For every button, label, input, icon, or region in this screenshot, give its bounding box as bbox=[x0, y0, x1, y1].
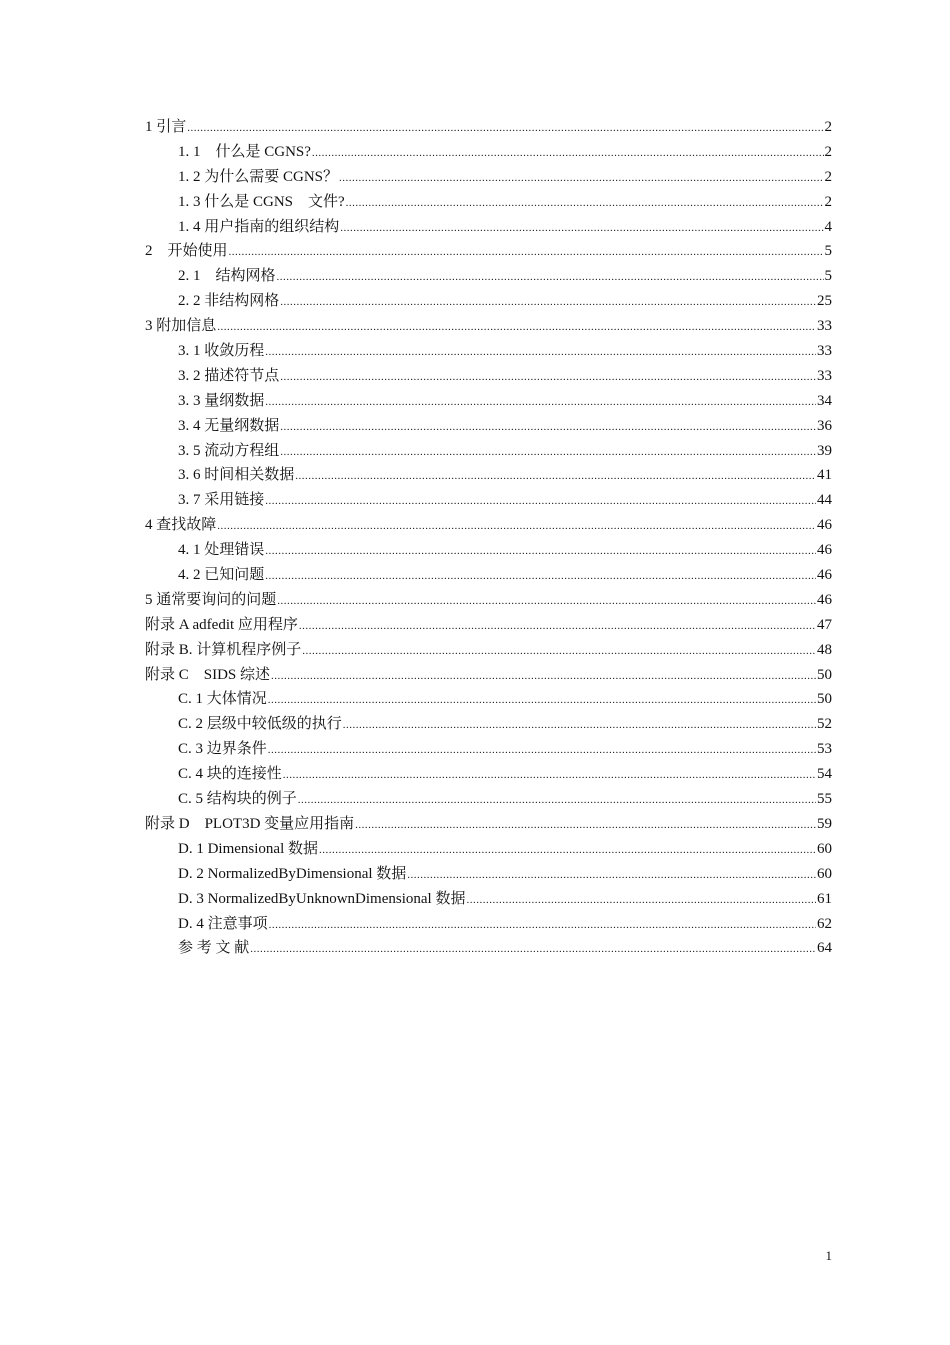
toc-entry[interactable] bbox=[145, 314, 832, 339]
dot-leader bbox=[271, 664, 816, 689]
toc-entry-page: 4 bbox=[824, 218, 832, 235]
toc-entry[interactable] bbox=[145, 115, 832, 140]
toc-entry-title: 1. 1 什么是 CGNS? bbox=[178, 143, 311, 160]
toc-entry[interactable] bbox=[145, 289, 832, 314]
toc-entry[interactable] bbox=[145, 364, 832, 389]
toc-entry-title: 4. 2 已知问题 bbox=[178, 567, 265, 584]
toc-entry-title: D. 1 Dimensional 数据 bbox=[178, 840, 318, 857]
toc-entry[interactable] bbox=[145, 538, 832, 563]
toc-entry-page: 53 bbox=[817, 741, 832, 758]
toc-entry-page: 52 bbox=[817, 716, 832, 733]
dot-leader bbox=[355, 813, 816, 838]
dot-leader bbox=[299, 614, 816, 639]
toc-entry-title: C. 5 结构块的例子 bbox=[178, 791, 297, 808]
toc-entry-page: 54 bbox=[817, 766, 832, 783]
dot-leader bbox=[407, 863, 816, 888]
toc-entry-page: 46 bbox=[817, 542, 832, 559]
dot-leader bbox=[302, 639, 816, 664]
toc-entry-title: 3. 5 流动方程组 bbox=[178, 442, 280, 459]
toc-entry-title: 3. 6 时间相关数据 bbox=[178, 467, 295, 484]
dot-leader bbox=[250, 937, 816, 962]
toc-entry-title: D. 2 NormalizedByDimensional 数据 bbox=[178, 865, 407, 882]
dot-leader bbox=[343, 713, 816, 738]
dot-leader bbox=[319, 838, 816, 863]
dot-leader bbox=[340, 216, 823, 241]
toc-entry-page: 46 bbox=[817, 517, 832, 534]
dot-leader bbox=[339, 166, 823, 191]
toc-entry-title: 3 附加信息 bbox=[145, 318, 217, 335]
toc-entry[interactable] bbox=[145, 613, 832, 638]
toc-entry-title: 3. 4 无量纲数据 bbox=[178, 417, 280, 434]
toc-entry-page: 62 bbox=[817, 915, 832, 932]
dot-leader bbox=[217, 315, 816, 340]
toc-entry-page: 61 bbox=[817, 890, 832, 907]
toc-entry-page: 33 bbox=[817, 367, 832, 384]
toc-entry[interactable] bbox=[145, 165, 832, 190]
dot-leader bbox=[280, 365, 816, 390]
toc-entry-title: 3. 7 采用链接 bbox=[178, 492, 265, 509]
page-number: 1 bbox=[825, 1248, 832, 1263]
toc-entry-page: 41 bbox=[817, 467, 832, 484]
toc-entry-title: 附录 B. 计算机程序例子 bbox=[145, 641, 302, 658]
toc-entry[interactable] bbox=[145, 439, 832, 464]
dot-leader bbox=[229, 240, 824, 265]
toc-entry[interactable] bbox=[145, 488, 832, 513]
toc-entry-page: 2 bbox=[824, 143, 832, 160]
dot-leader bbox=[277, 589, 816, 614]
toc-entry-page: 5 bbox=[824, 243, 832, 260]
toc-entry[interactable] bbox=[145, 837, 832, 862]
toc-entry-title: 2. 1 结构网格 bbox=[178, 268, 276, 285]
dot-leader bbox=[268, 738, 816, 763]
toc-entry-title: D. 3 NormalizedByUnknownDimensional 数据 bbox=[178, 890, 466, 907]
toc-entry-page: 50 bbox=[817, 691, 832, 708]
toc-entry-title: 4. 1 处理错误 bbox=[178, 542, 265, 559]
toc-entry-page: 2 bbox=[824, 168, 832, 185]
toc-entry[interactable] bbox=[145, 663, 832, 688]
toc-entry-title: C. 1 大体情况 bbox=[178, 691, 267, 708]
toc-entry[interactable] bbox=[145, 239, 832, 264]
dot-leader bbox=[187, 116, 823, 141]
dot-leader bbox=[346, 191, 824, 216]
toc-entry-page: 50 bbox=[817, 666, 832, 683]
toc-entry-page: 46 bbox=[817, 567, 832, 584]
dot-leader bbox=[280, 415, 816, 440]
toc-entry[interactable] bbox=[145, 463, 832, 488]
dot-leader bbox=[280, 290, 816, 315]
toc-entry-page: 48 bbox=[817, 641, 832, 658]
dot-leader bbox=[277, 265, 824, 290]
dot-leader bbox=[265, 539, 816, 564]
toc-entry-page: 47 bbox=[817, 616, 832, 633]
dot-leader bbox=[265, 564, 816, 589]
toc-entry-title: 1. 2 为什么需要 CGNS？ bbox=[178, 168, 339, 185]
toc-entry-title: 2. 2 非结构网格 bbox=[178, 293, 280, 310]
dot-leader bbox=[312, 141, 824, 166]
toc-entry[interactable] bbox=[145, 936, 832, 961]
toc-entry[interactable] bbox=[145, 140, 832, 165]
toc-entry[interactable] bbox=[145, 339, 832, 364]
toc-entry-page: 34 bbox=[817, 392, 832, 409]
toc-entry-page: 60 bbox=[817, 865, 832, 882]
toc-entry-title: 5 通常要询问的问题 bbox=[145, 591, 277, 608]
toc-entry[interactable] bbox=[145, 737, 832, 762]
toc-entry-page: 36 bbox=[817, 417, 832, 434]
toc-entry[interactable] bbox=[145, 762, 832, 787]
toc-entry-title: 附录 D PLOT3D 变量应用指南 bbox=[145, 815, 355, 832]
toc-entry-title: 1 引言 bbox=[145, 119, 187, 135]
toc-entry-title: 1. 3 什么是 CGNS 文件? bbox=[178, 193, 345, 210]
toc-entry-page: 64 bbox=[817, 940, 832, 957]
toc-entry-title: 1. 4 用户指南的组织结构 bbox=[178, 218, 340, 235]
toc-entry[interactable] bbox=[145, 414, 832, 439]
toc-entry[interactable] bbox=[145, 563, 832, 588]
toc-entry-page: 39 bbox=[817, 442, 832, 459]
toc-entry-title: 3. 3 量纲数据 bbox=[178, 392, 265, 409]
toc-entry[interactable] bbox=[145, 215, 832, 240]
toc-entry-page: 60 bbox=[817, 840, 832, 857]
toc-entry[interactable] bbox=[145, 513, 832, 538]
toc-entry[interactable] bbox=[145, 787, 832, 812]
toc-entry-title: 3. 2 描述符节点 bbox=[178, 367, 280, 384]
dot-leader bbox=[298, 788, 816, 813]
toc-entry[interactable] bbox=[145, 912, 832, 937]
toc-entry[interactable] bbox=[145, 389, 832, 414]
toc-entry-title: C. 4 块的连接性 bbox=[178, 766, 282, 783]
toc-entry-page: 46 bbox=[817, 591, 832, 608]
dot-leader bbox=[268, 688, 816, 713]
toc-entry-title: 参 考 文 献 bbox=[178, 940, 250, 957]
dot-leader bbox=[269, 913, 816, 938]
toc-entry[interactable] bbox=[145, 264, 832, 289]
toc-entry-page: 25 bbox=[817, 293, 832, 310]
dot-leader bbox=[295, 464, 816, 489]
toc-entry[interactable] bbox=[145, 862, 832, 887]
toc-entry[interactable] bbox=[145, 687, 832, 712]
toc-entry[interactable] bbox=[145, 812, 832, 837]
toc-entry-page: 5 bbox=[824, 268, 832, 285]
toc-entry[interactable] bbox=[145, 190, 832, 215]
toc-entry-title: D. 4 注意事项 bbox=[178, 915, 268, 932]
toc-entry-page: 59 bbox=[817, 815, 832, 832]
toc-entry-page: 55 bbox=[817, 791, 832, 808]
toc-entry-title: 附录 A adfedit 应用程序 bbox=[145, 616, 298, 633]
dot-leader bbox=[217, 514, 816, 539]
dot-leader bbox=[265, 390, 816, 415]
toc-entry-page: 2 bbox=[824, 119, 832, 135]
toc-entry-title: C. 3 边界条件 bbox=[178, 741, 267, 758]
dot-leader bbox=[283, 763, 816, 788]
dot-leader bbox=[265, 340, 816, 365]
toc-entry-title: C. 2 层级中较低级的执行 bbox=[178, 716, 342, 733]
toc-entry[interactable] bbox=[145, 638, 832, 663]
table-of-contents bbox=[145, 115, 832, 961]
toc-entry-page: 33 bbox=[817, 343, 832, 360]
toc-entry[interactable] bbox=[145, 887, 832, 912]
toc-entry-title: 附录 C SIDS 综述 bbox=[145, 666, 271, 683]
toc-entry-page: 33 bbox=[817, 318, 832, 335]
dot-leader bbox=[466, 888, 816, 913]
dot-leader bbox=[265, 489, 816, 514]
toc-entry[interactable] bbox=[145, 588, 832, 613]
dot-leader bbox=[280, 440, 816, 465]
toc-entry-title: 3. 1 收敛历程 bbox=[178, 343, 265, 360]
toc-entry-title: 2 开始使用 bbox=[145, 243, 228, 260]
toc-entry-page: 2 bbox=[824, 193, 832, 210]
toc-entry-page: 44 bbox=[817, 492, 832, 509]
toc-entry-title: 4 查找故障 bbox=[145, 517, 217, 534]
toc-entry[interactable] bbox=[145, 712, 832, 737]
